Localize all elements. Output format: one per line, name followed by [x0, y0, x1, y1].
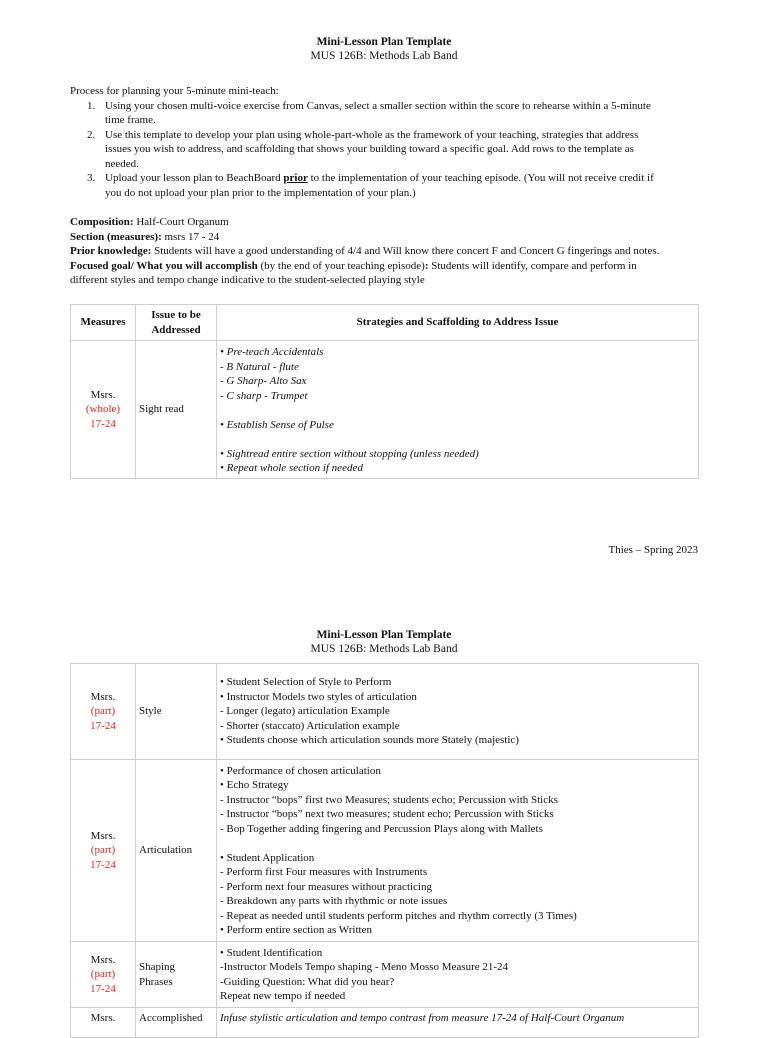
prior-knowledge-line: Prior knowledge: Students will have a good understanding of 4/4 and Will know there concert F and Concert G fingerings and notes.: [70, 245, 660, 257]
issue-cell: Shaping Phrases: [136, 942, 217, 1008]
section-line: Section (measures): msrs 17 - 24: [70, 230, 220, 243]
composition-line: Composition: Half-Court Organum: [70, 216, 229, 228]
page-subtitle-2: MUS 126B: Methods Lab Band: [310, 643, 458, 655]
header-strategies: Strategies and Scaffolding to Address Issue: [217, 305, 699, 341]
table-row: [71, 1008, 699, 1038]
table-header-row: [71, 305, 699, 341]
page-title: Mini-Lesson Plan Template: [316, 36, 452, 48]
issue-cell: Sight read: [136, 341, 217, 479]
focused-goal-line: Focused goal/ What you will accomplish (by the end of your teaching episode): Students will identify, compare and perform in: [70, 259, 637, 272]
strategies-cell: • Student Selection of Style to Perform • Instructor Models two styles of articulation - Longer (legato) articulation Example - Shorter (staccato) Articulation example • Students choose which articulation sounds more Stately (majestic): [217, 664, 699, 760]
process-intro: Process for planning your 5-minute mini-teach:: [70, 85, 279, 97]
page-header: [0, 35, 768, 63]
page-subtitle: MUS 126B: Methods Lab Band: [310, 50, 458, 62]
table-row: [71, 760, 699, 942]
lesson-details: [70, 215, 730, 288]
lesson-table-1: [70, 304, 699, 479]
issue-cell: Articulation: [136, 760, 217, 942]
issue-cell: Accomplished: [136, 1008, 217, 1038]
process-step: 3. Upload your lesson plan to BeachBoard prior to the implementation of your teaching episode. (You will not receive credit if you do not upload your plan prior to the implementation of your plan.): [87, 172, 654, 199]
strategies-cell: • Pre-teach Accidentals - B Natural - flute - G Sharp- Alto Sax - C sharp - Trumpet • Establish Sense of Pulse • Sightread entire section without stopping (unless needed) • Repeat whole section if needed: [217, 341, 699, 479]
strategies-cell: • Student Identification -Instructor Models Tempo shaping - Meno Mosso Measure 21-24 -Guiding Question: What did you hear? Repeat new tempo if needed: [217, 942, 699, 1008]
prior-emphasis: prior: [283, 172, 308, 184]
issue-cell: Style: [136, 664, 217, 760]
measures-cell: Msrs. (whole) 17-24: [71, 341, 136, 479]
document-page-2: [0, 580, 768, 1024]
page-header-2: [0, 628, 768, 656]
lesson-table-2: [70, 663, 699, 1038]
page-title-2: Mini-Lesson Plan Template: [316, 629, 452, 641]
measures-cell: Msrs. (part) 17-24: [71, 760, 136, 942]
measures-cell: Msrs.: [71, 1008, 136, 1038]
measures-cell: Msrs. (part) 17-24: [71, 664, 136, 760]
table-row: [71, 664, 699, 760]
measures-cell: Msrs. (part) 17-24: [71, 942, 136, 1008]
header-issue: Issue to be Addressed: [136, 305, 217, 341]
table-row: [71, 942, 699, 1008]
process-step: 2. Use this template to develop your plan using whole-part-whole as the framework of your teaching, strategies that address issues you wish to address, and scaffolding that shows your building toward a specific goal. Add rows to the template as needed.: [87, 128, 639, 170]
table-row: [71, 341, 699, 479]
page-footer: Thies – Spring 2023: [608, 544, 698, 556]
process-section: [70, 84, 710, 200]
header-measures: Measures: [71, 305, 136, 341]
focused-goal-line-2: different styles and tempo change indicative to the student-selected playing style: [70, 274, 425, 286]
process-step: 1. Using your chosen multi-voice exercise from Canvas, select a smaller section within the score to rehearse within a 5-minute time frame.: [87, 99, 651, 126]
strategies-cell: • Performance of chosen articulation • Echo Strategy - Instructor “bops” first two Measures; students echo; Percussion with Sticks - Instructor “bops” next two measures; student echo; Percussion with Sticks - Bop Together adding fingering and Percussion Plays along with Mallets • Student Application - Perform first Four measures with Instruments - Perform next four measures without practicing - Breakdown any parts with rhythmic or note issues - Repeat as needed until students perform pitches and rhythm correctly (3 Times) • Perform entire section as Written: [217, 760, 699, 942]
strategies-cell: Infuse stylistic articulation and tempo contrast from measure 17-24 of Half-Court Organum: [217, 1008, 699, 1038]
process-steps: [70, 99, 710, 201]
